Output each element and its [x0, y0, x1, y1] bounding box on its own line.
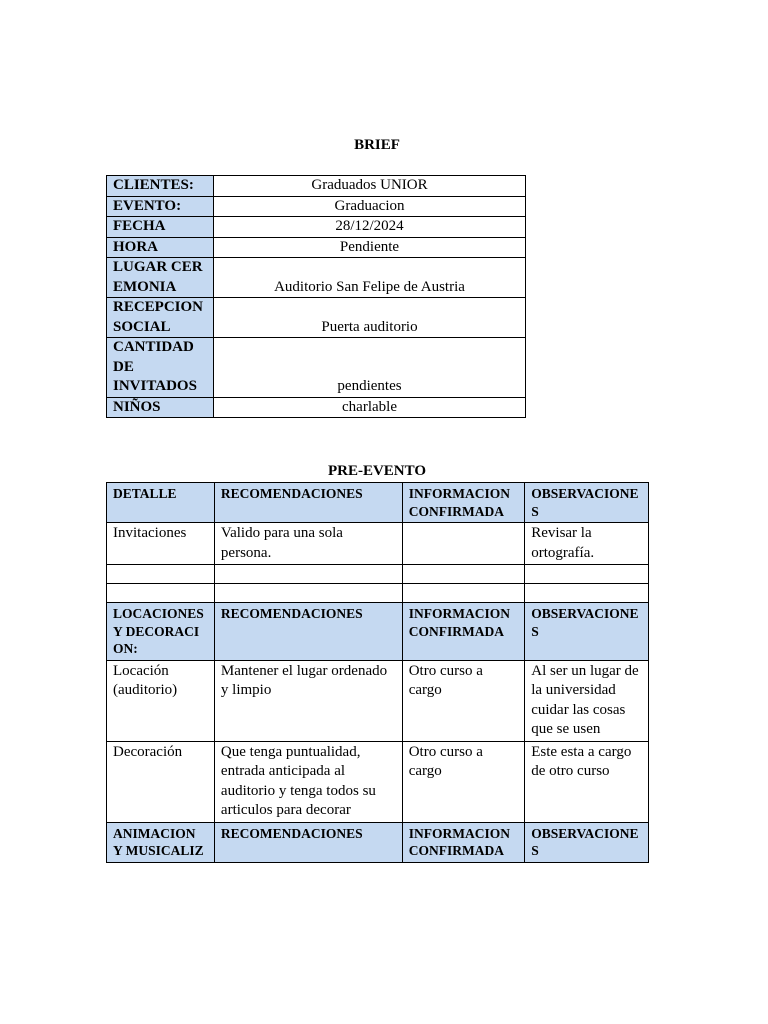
brief-row-cantidad — [107, 338, 526, 398]
header-cell: OBSERVACIONES — [525, 822, 649, 862]
empty-cell — [402, 584, 525, 603]
brief-key: FECHA — [107, 217, 214, 238]
empty-cell — [107, 584, 215, 603]
section-header-detalle — [107, 483, 649, 523]
header-cell: LOCACIONES Y DECORACION: — [107, 603, 215, 661]
header-cell: INFORMACION CONFIRMADA — [402, 822, 525, 862]
header-cell: OBSERVACIONES — [525, 603, 649, 661]
brief-value: Auditorio San Felipe de Austria — [214, 258, 526, 298]
brief-key: NIÑOS — [107, 397, 214, 418]
brief-row-ninos — [107, 397, 526, 418]
cell-informacion: Otro curso a cargo — [402, 660, 525, 741]
pre-evento-title: PRE-EVENTO — [327, 463, 427, 479]
brief-row-lugar — [107, 258, 526, 298]
brief-value: Puerta auditorio — [214, 298, 526, 338]
pre-evento-table — [106, 482, 649, 863]
brief-row-evento — [107, 196, 526, 217]
empty-cell — [402, 565, 525, 584]
header-cell: ANIMACION Y MUSICALIZ — [107, 822, 215, 862]
empty-row — [107, 584, 649, 603]
header-cell: INFORMACION CONFIRMADA — [402, 603, 525, 661]
brief-table — [106, 175, 526, 418]
cell-observaciones: Este esta a cargo de otro curso — [525, 741, 649, 822]
brief-key: RECEPCION SOCIAL — [107, 298, 214, 338]
cell-detalle: Decoración — [107, 741, 215, 822]
section-header-animacion — [107, 822, 649, 862]
header-cell: RECOMENDACIONES — [214, 483, 402, 523]
cell-informacion: Otro curso a cargo — [402, 741, 525, 822]
section-header-locaciones — [107, 603, 649, 661]
brief-row-recepcion — [107, 298, 526, 338]
brief-value: charlable — [214, 397, 526, 418]
header-cell: INFORMACION CONFIRMADA — [402, 483, 525, 523]
empty-cell — [107, 565, 215, 584]
brief-key: CANTIDAD DE INVITADOS — [107, 338, 214, 398]
brief-row-hora — [107, 237, 526, 258]
empty-cell — [214, 565, 402, 584]
brief-key: CLIENTES: — [107, 176, 214, 197]
empty-cell — [525, 584, 649, 603]
empty-cell — [214, 584, 402, 603]
brief-key: LUGAR CEREMONIA — [107, 258, 214, 298]
empty-row — [107, 565, 649, 584]
table-row — [107, 523, 649, 565]
cell-detalle: Locación (auditorio) — [107, 660, 215, 741]
brief-title: BRIEF — [354, 137, 400, 153]
brief-value: Pendiente — [214, 237, 526, 258]
brief-value: pendientes — [214, 338, 526, 398]
brief-row-fecha — [107, 217, 526, 238]
brief-key: EVENTO: — [107, 196, 214, 217]
header-cell: RECOMENDACIONES — [214, 603, 402, 661]
header-cell: OBSERVACIONES — [525, 483, 649, 523]
cell-detalle: Invitaciones — [107, 523, 215, 565]
table-row — [107, 660, 649, 741]
brief-value: Graduados UNIOR — [214, 176, 526, 197]
brief-key: HORA — [107, 237, 214, 258]
cell-recomendaciones: Valido para una sola persona. — [214, 523, 402, 565]
cell-recomendaciones: Mantener el lugar ordenado y limpio — [214, 660, 402, 741]
empty-cell — [525, 565, 649, 584]
cell-informacion — [402, 523, 525, 565]
brief-value: Graduacion — [214, 196, 526, 217]
header-cell: DETALLE — [107, 483, 215, 523]
cell-observaciones: Revisar la ortografía. — [525, 523, 649, 565]
table-row — [107, 741, 649, 822]
brief-row-clientes — [107, 176, 526, 197]
cell-recomendaciones: Que tenga puntualidad, entrada anticipada al auditorio y tenga todos su articulos para decorar — [214, 741, 402, 822]
brief-value: 28/12/2024 — [214, 217, 526, 238]
cell-observaciones: Al ser un lugar de la universidad cuidar las cosas que se usen — [525, 660, 649, 741]
header-cell: RECOMENDACIONES — [214, 822, 402, 862]
